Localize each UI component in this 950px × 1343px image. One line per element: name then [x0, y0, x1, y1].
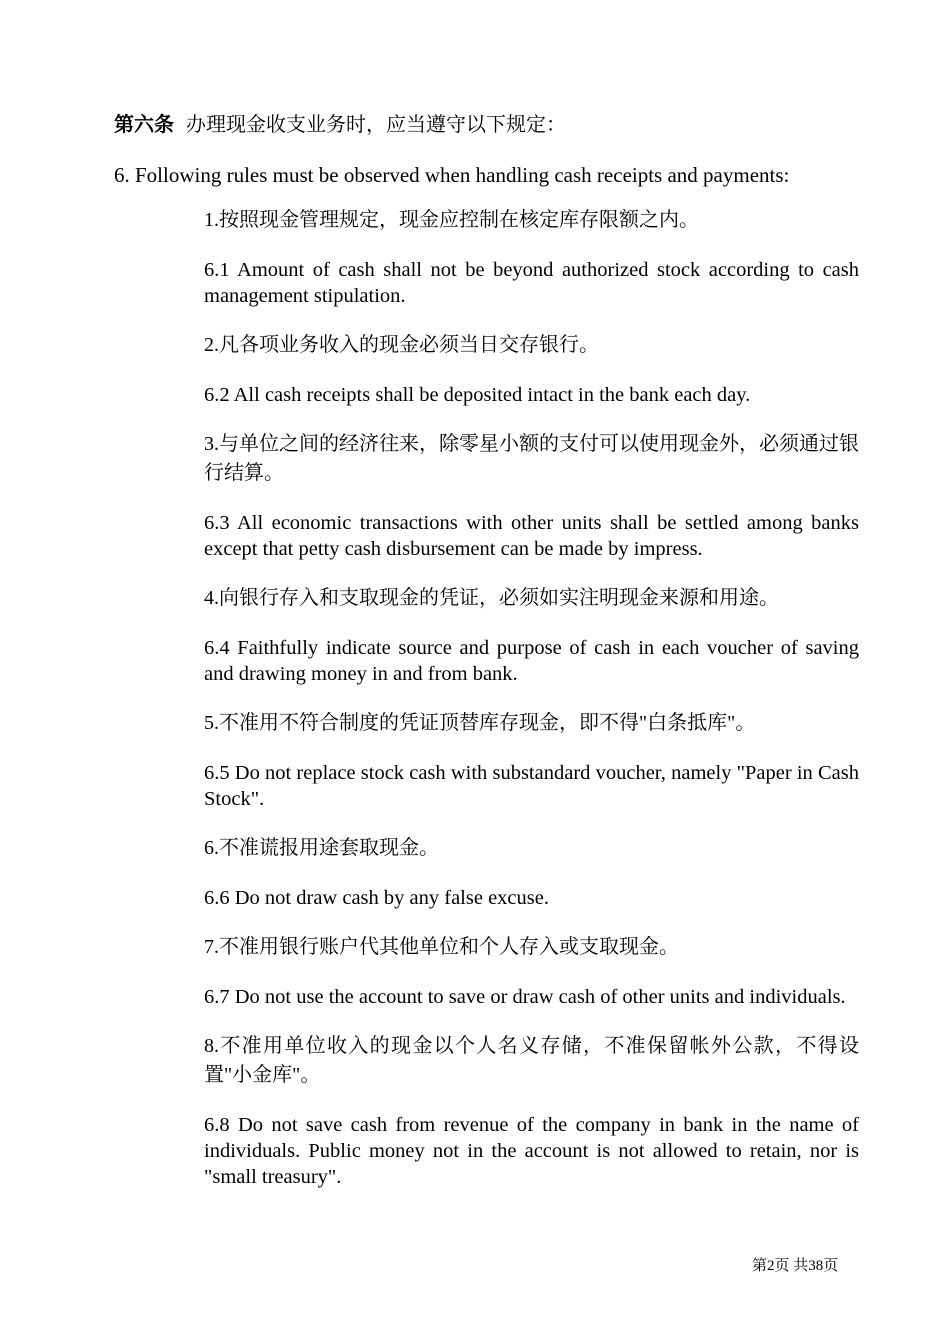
- rule-6-en: 6.6 Do not draw cash by any false excuse.: [204, 887, 549, 909]
- rule-5-en: 6.5 Do not replace stock cash with substandard voucher, namely "Paper in Cash Stock".: [204, 762, 859, 810]
- rule-5-zh: 5.不准用不符合制度的凭证顶替库存现金，即不得"白条抵库"。: [204, 712, 756, 734]
- rule-list: [204, 206, 859, 1212]
- rule-6-zh: 6.不准谎报用途套取现金。: [204, 837, 439, 859]
- rule-3-en: 6.3 All economic transactions with other units shall be settled among banks except that petty cash disbursement can be made by impress.: [204, 512, 859, 560]
- rule-1-zh: 1.按照现金管理规定，现金应控制在核定库存限额之内。: [204, 209, 699, 231]
- rule-7-en: 6.7 Do not use the account to save or draw cash of other units and individuals.: [204, 986, 846, 1008]
- rule-2-en: 6.2 All cash receipts shall be deposited intact in the bank each day.: [204, 384, 751, 406]
- page-number: 第2页 共38页: [752, 1258, 839, 1274]
- rule-1-en: 6.1 Amount of cash shall not be beyond authorized stock according to cash management stipulation.: [204, 259, 859, 307]
- rule-4-zh: 4.向银行存入和支取现金的凭证，必须如实注明现金来源和用途。: [204, 587, 779, 609]
- article-title: 办理现金收支业务时，应当遵守以下规定：: [186, 114, 566, 136]
- rule-8-zh: 8.不准用单位收入的现金以个人名义存储，不准保留帐外公款，不得设置"小金库"。: [204, 1035, 859, 1086]
- rule-2-zh: 2.凡各项业务收入的现金必须当日交存银行。: [204, 334, 599, 356]
- rule-3-zh: 3.与单位之间的经济往来，除零星小额的支付可以使用现金外，必须通过银行结算。: [204, 433, 859, 484]
- rule-7-zh: 7.不准用银行账户代其他单位和个人存入或支取现金。: [204, 936, 679, 958]
- article-heading-english: 6. Following rules must be observed when handling cash receipts and payments:: [114, 163, 790, 187]
- rule-4-en: 6.4 Faithfully indicate source and purpose of cash in each voucher of saving and drawing money in and from bank.: [204, 637, 859, 685]
- article-heading: [114, 110, 566, 139]
- article-label: 第六条: [114, 112, 174, 136]
- rule-8-en: 6.8 Do not save cash from revenue of the company in bank in the name of individuals. Public money not in the account is not allowed to retain, nor is "small treasury".: [204, 1114, 859, 1188]
